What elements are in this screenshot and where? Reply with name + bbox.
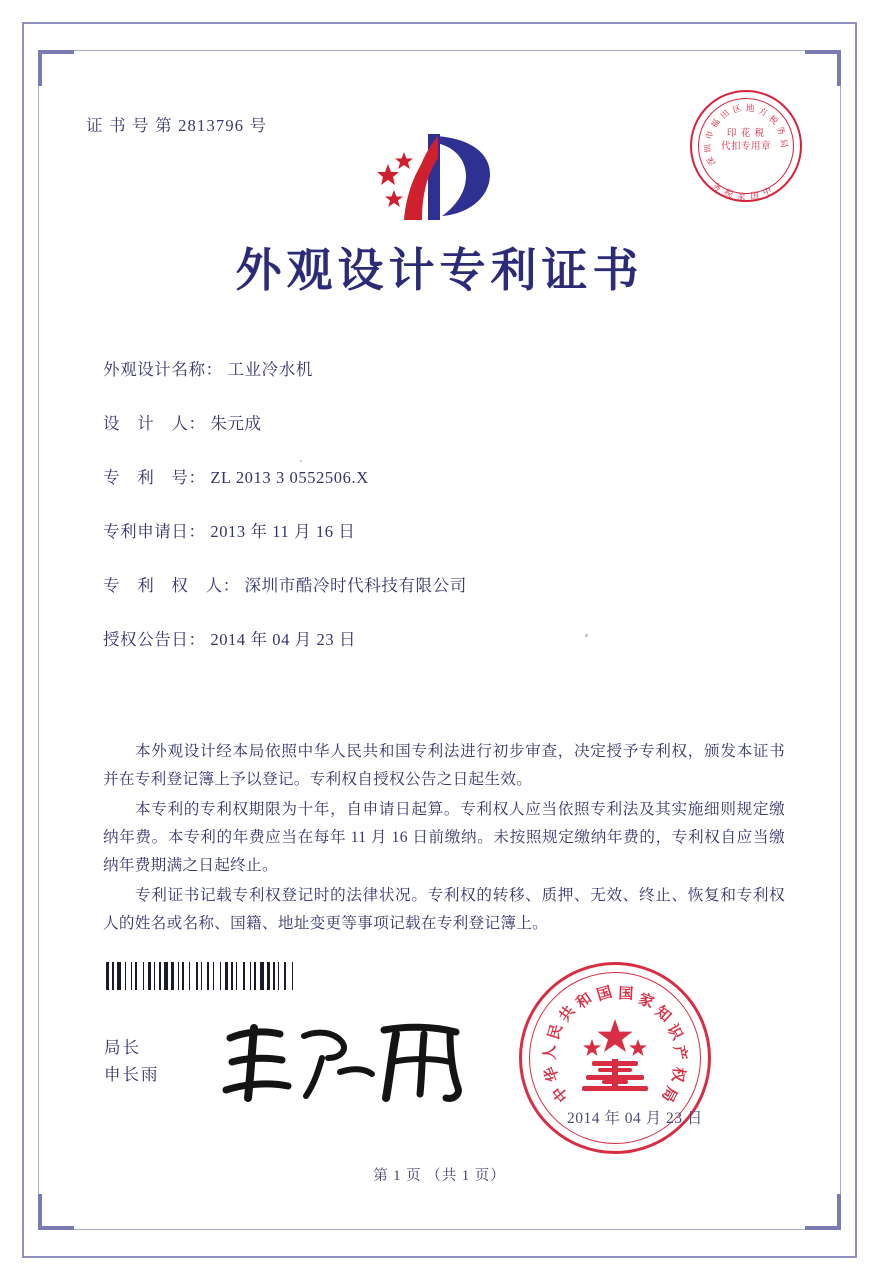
field-label: 外观设计名称： [103,360,223,379]
barcode-bar [106,962,109,990]
field-value: ZL 2013 3 0552506.X [210,468,369,487]
corner-ornament-top-right [805,50,841,86]
corner-ornament-bottom-right [805,1194,841,1230]
barcode-bar [135,962,137,990]
field-application-date [103,518,783,542]
corner-ornament-bottom-left [38,1194,74,1230]
barcode-bar [131,962,132,990]
field-label: 设 计 人： [103,414,206,433]
barcode [106,962,352,990]
legal-text [103,738,785,940]
page-title: 外观设计专利证书 [235,245,644,296]
legal-paragraph-1: 本外观设计经本局依照中华人民共和国专利法进行初步审查，决定授予专利权，颁发本证书并在专利登记簿上予以登记。专利权自授权公告之日起生效。 [103,743,785,788]
tax-stamp-ring-text: 深 圳 市 福 田 区 地 方 税 务 局 中 国 家 税 务 [702,102,790,202]
barcode-bar [207,962,209,990]
field-label: 专 利 号： [103,468,206,487]
field-label: 专 利 权 人： [103,576,240,595]
official-seal-ring-text: 中 华 人 民 共 和 国 国 家 知 识 产 权 局 [541,983,690,1105]
field-value: 工业冷水机 [227,360,313,379]
field-list [103,356,783,680]
field-value: 2013 年 11 月 16 日 [210,522,356,541]
barcode-bar [278,962,279,990]
tax-stamp-center-text [692,128,800,154]
barcode-bar [220,962,221,990]
barcode-bar [164,962,168,990]
field-label: 授权公告日： [103,630,206,649]
barcode-bar [189,962,190,990]
seal-date: 2014 年 04 月 23 日 [567,1110,703,1127]
barcode-bar [178,962,179,990]
barcode-bar [292,962,293,990]
barcode-bar [225,962,228,990]
barcode-bar [231,962,233,990]
tax-stamp [690,90,802,202]
scan-speck [585,634,588,637]
national-emblem [572,1015,658,1101]
barcode-bar [201,962,202,990]
director-name: 申长雨 [104,1065,160,1084]
sipo-logo [368,128,508,224]
field-patentee [103,572,783,596]
legal-paragraph-2: 本专利的专利权期限为十年，自申请日起算。专利权人应当依照专利法及其实施细则规定缴纳年费。本专利的年费应当在每年 11 月 16 日前缴纳。未按照规定缴纳年费的，专利权自应当缴纳年费期满之日起终止。 [103,801,785,874]
barcode-bar [171,962,174,990]
page-footer: 第 1 页 （共 1 页） [373,1168,506,1184]
barcode-bar [143,962,144,990]
barcode-bar [148,962,151,990]
barcode-bar [273,962,275,990]
legal-paragraph-3: 专利证书记载专利权登记时的法律状况。专利权的转移、质押、无效、终止、恢复和专利权人的姓名或名称、国籍、地址变更等事项记载在专利登记簿上。 [103,887,785,932]
barcode-bar [182,962,184,990]
field-value: 2014 年 04 月 23 日 [210,630,357,649]
handwritten-signature [218,1014,478,1106]
barcode-bar [260,962,264,990]
certificate-number: 证 书 号 第 2813796 号 [86,116,268,135]
field-label: 专利申请日： [103,522,206,541]
field-value: 朱元成 [210,414,262,433]
scan-speck [300,460,302,462]
barcode-bar [159,962,161,990]
field-patent-number [103,464,783,488]
barcode-bar [213,962,214,990]
barcode-bar [267,962,270,990]
tax-stamp-line2: 代扣专用章 [720,142,771,152]
barcode-bar [154,962,155,990]
barcode-bar [250,962,251,990]
corner-ornament-top-left [38,50,74,86]
barcode-bar [243,962,245,990]
barcode-bar [125,962,126,990]
director-block [104,1034,160,1088]
tax-stamp-line1: 印 花 税 [726,129,766,139]
field-design-name [103,356,783,380]
barcode-bar [236,962,237,990]
barcode-bar [196,962,198,990]
field-grant-date [103,626,783,650]
barcode-bar [284,962,286,990]
barcode-bar [112,962,114,990]
field-designer [103,410,783,434]
director-role-label: 局长 [104,1038,141,1057]
barcode-bar [254,962,256,990]
field-value: 深圳市酷冷时代科技有限公司 [244,576,467,595]
barcode-bar [117,962,121,990]
